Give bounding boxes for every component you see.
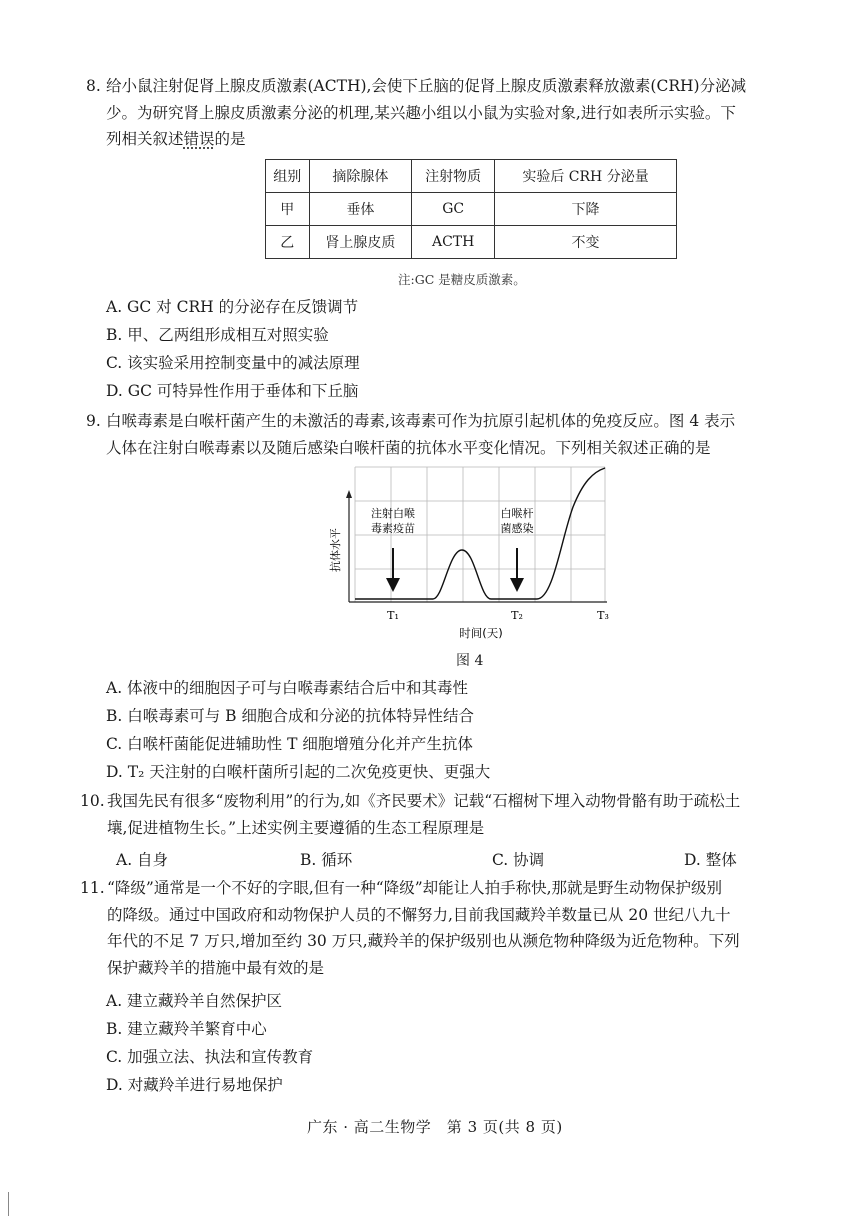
- table-header-cell: 实验后 CRH 分泌量: [495, 160, 677, 193]
- table-row: [266, 226, 677, 259]
- table-note: 注:GC 是糖皮质激素。: [398, 272, 526, 287]
- injection-label-line-1: 注射白喉: [371, 507, 415, 520]
- tick-t1: T₁: [387, 609, 399, 622]
- infection-arrow: [510, 548, 524, 592]
- q10-options-row: [116, 848, 816, 870]
- question-11-line-2: 的降级。通过中国政府和动物保护人员的不懈努力,目前我国藏羚羊数量已从 20 世纪八九十: [107, 905, 731, 924]
- table-cell: 下降: [495, 193, 677, 226]
- q11-option-a: A. 建立藏羚羊自然保护区: [106, 992, 283, 1010]
- question-8-stem: [86, 73, 836, 153]
- table-header-cell: 注射物质: [412, 160, 495, 193]
- injection-label-line-2: 毒素疫苗: [371, 522, 415, 535]
- q8-option-c: C. 该实验采用控制变量中的减法原理: [106, 354, 360, 372]
- table-cell: 垂体: [309, 193, 412, 226]
- table-cell: ACTH: [412, 226, 495, 259]
- question-8-emphasis: 错误: [183, 130, 215, 148]
- x-axis-label: 时间(天): [459, 626, 503, 640]
- table-header-cell: 摘除腺体: [309, 160, 412, 193]
- q9-option-b: B. 白喉毒素可与 B 细胞合成和分泌的抗体特异性结合: [106, 707, 474, 725]
- question-8-line-3-post: 的是: [214, 130, 246, 148]
- q10-option-d: D. 整体: [684, 851, 737, 869]
- tick-t3: T₃: [597, 609, 609, 622]
- page-footer: 广东 · 高二生物学 第 3 页(共 8 页): [307, 1118, 563, 1136]
- table-row: [266, 193, 677, 226]
- table-cell: 乙: [266, 226, 310, 259]
- q8-option-b: B. 甲、乙两组形成相互对照实验: [106, 326, 329, 344]
- question-11-line-1: “降级”通常是一个不好的字眼,但有一种“降级”却能让人拍手称快,那就是野生动物保护级别: [107, 879, 723, 897]
- table-header-cell: 组别: [266, 160, 310, 193]
- table-cell: 不变: [495, 226, 677, 259]
- table-cell: GC: [412, 193, 495, 226]
- figure-4-antibody-graph: [325, 462, 615, 642]
- y-axis-label: 抗体水平: [329, 528, 342, 572]
- question-11-line-4: 保护藏羚羊的措施中最有效的是: [107, 958, 325, 977]
- question-9-line-2: 人体在注射白喉毒素以及随后感染白喉杆菌的抗体水平变化情况。下列相关叙述正确的是: [106, 438, 711, 457]
- question-11-line-3: 年代的不足 7 万只,增加至约 30 万只,藏羚羊的保护级别也从濒危物种降级为近危物种。下列: [107, 932, 740, 950]
- question-10-stem: [80, 788, 836, 841]
- q9-option-c: C. 白喉杆菌能促进辅助性 T 细胞增殖分化并产生抗体: [106, 735, 473, 753]
- injection-arrow: [386, 548, 400, 592]
- question-10-line-1: 我国先民有很多“废物利用”的行为,如《齐民要术》记载“石榴树下埋入动物骨骼有助于疏松土: [107, 792, 741, 810]
- question-8-line-3-pre: 列相关叙述: [106, 130, 184, 148]
- antibody-graph-svg: [325, 462, 615, 642]
- question-9-stem: [86, 408, 836, 461]
- q8-option-a: A. GC 对 CRH 的分泌存在反馈调节: [106, 298, 359, 316]
- infection-label-line-1: 白喉杆: [500, 507, 534, 520]
- margin-mark: [8, 1192, 9, 1216]
- figure-caption: 图 4: [456, 653, 484, 669]
- question-10-line-2: 壤,促进植物生长。”上述实例主要遵循的生态工程原理是: [107, 818, 485, 837]
- question-9-line-1: 白喉毒素是白喉杆菌产生的未激活的毒素,该毒素可作为抗原引起机体的免疫反应。图 4 表示: [106, 412, 736, 430]
- q10-option-a: A. 自身: [116, 851, 169, 869]
- question-8-line-2: 少。为研究肾上腺皮质激素分泌的机理,某兴趣小组以小鼠为实验对象,进行如表所示实验。下: [106, 103, 736, 122]
- question-8-number: 8.: [86, 77, 101, 95]
- q11-option-d: D. 对藏羚羊进行易地保护: [106, 1076, 283, 1094]
- q9-option-d: D. T₂ 天注射的白喉杆菌所引起的二次免疫更快、更强大: [106, 763, 491, 781]
- table-cell: 肾上腺皮质: [309, 226, 412, 259]
- q11-option-b: B. 建立藏羚羊繁育中心: [106, 1020, 267, 1038]
- question-9-number: 9.: [86, 412, 101, 430]
- question-8-line-1: 给小鼠注射促肾上腺皮质激素(ACTH),会使下丘脑的促肾上腺皮质激素释放激素(CRH)分泌减: [106, 77, 747, 95]
- question-11-number: 11.: [80, 879, 105, 897]
- q8-option-d: D. GC 可特异性作用于垂体和下丘脑: [106, 382, 359, 400]
- question-8-line-3: [86, 126, 836, 153]
- q10-option-b: B. 循环: [300, 851, 353, 869]
- table-header-row: [266, 160, 677, 193]
- infection-label-line-2: 菌感染: [500, 522, 534, 535]
- experiment-table: [265, 159, 677, 259]
- q9-option-a: A. 体液中的细胞因子可与白喉毒素结合后中和其毒性: [106, 679, 469, 697]
- question-11-stem: [80, 875, 836, 981]
- q11-option-c: C. 加强立法、执法和宣传教育: [106, 1048, 314, 1066]
- q10-option-c: C. 协调: [492, 851, 545, 869]
- table-cell: 甲: [266, 193, 310, 226]
- question-10-number: 10.: [80, 792, 105, 810]
- tick-t2: T₂: [511, 609, 523, 622]
- y-axis-arrow: [346, 490, 352, 498]
